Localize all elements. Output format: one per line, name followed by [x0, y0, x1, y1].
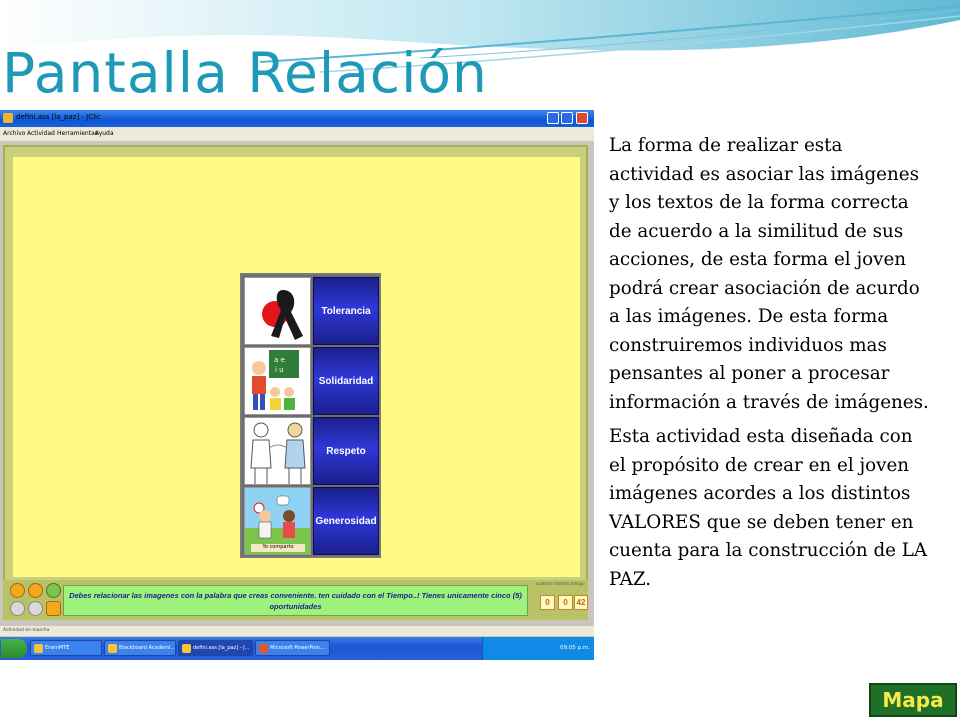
system-tray	[482, 637, 594, 660]
info-icon[interactable]	[28, 601, 43, 616]
taskbar-button-label: Blackboard Academi...	[119, 645, 175, 651]
menu-bar	[0, 127, 594, 141]
status-text: Actividad en marcha	[3, 628, 50, 633]
taskbar-button-label: Microsoft PowerPoin...	[270, 645, 325, 651]
taskbar-button-blackboard[interactable]	[104, 640, 176, 656]
children-chalkboard-image	[245, 348, 311, 415]
word-cell-generosidad[interactable]	[313, 487, 379, 555]
menu-item-ayuda[interactable]: Ayuda	[95, 130, 114, 137]
mapa-button[interactable]: Mapa	[869, 683, 957, 717]
clock: 09:05 p.m.	[560, 645, 590, 651]
counters-label: aciertos intentos tiempo	[536, 581, 585, 586]
jclic-window-screenshot	[0, 110, 594, 660]
slide-body-text	[609, 132, 929, 600]
menu-item-actividad[interactable]: Actividad	[27, 130, 55, 137]
jclic-icon	[182, 644, 191, 653]
people-sketch-image	[245, 418, 311, 485]
word-cell-solidaridad[interactable]	[313, 347, 379, 415]
counter-aciertos: 0	[540, 595, 555, 610]
svg-text:i u: i u	[275, 366, 284, 374]
image-cell-sharing-kids[interactable]	[244, 487, 311, 555]
counter-intentos: 0	[558, 595, 573, 610]
activity-instructions: Debes relacionar las imagenes con la palabra que creas conveniente. ten cuidado con el Tiempo..! Tienes unicamente cinco (5) oportunidades	[63, 585, 528, 616]
restart-icon[interactable]	[46, 583, 61, 598]
jclic-logo-icon[interactable]	[46, 601, 61, 616]
maximize-icon[interactable]	[561, 112, 573, 124]
menu-item-herramientas[interactable]: Herramientas	[57, 130, 98, 137]
association-grid	[240, 273, 381, 558]
image-cell-people-sketch[interactable]	[244, 417, 311, 485]
taskbar-button-label: defini.ass [la_paz] - J...	[193, 645, 250, 651]
taskbar-button-label: ErwinMTE	[45, 645, 70, 651]
taskbar-button-erwinmte[interactable]	[30, 640, 102, 656]
image-cell-children-board[interactable]	[244, 347, 311, 415]
word-label: Solidaridad	[318, 375, 374, 387]
menu-item-archivo[interactable]: Archivo	[3, 130, 26, 137]
activity-stage	[3, 145, 588, 587]
purpose-paragraph: Esta actividad esta diseñada con el propósito de crear en el joven imágenes acordes a los distintos VALORES que se deben tener en cuenta para la construcción de LA PAZ.	[609, 426, 928, 590]
close-icon[interactable]	[576, 112, 588, 124]
word-label: Respeto	[326, 445, 366, 457]
image-caption: Yo comparto	[251, 544, 305, 552]
windows-taskbar	[0, 637, 594, 660]
activity-bottom-bar	[3, 580, 588, 620]
next-activity-icon[interactable]	[28, 583, 43, 598]
counter-tiempo: 42	[574, 595, 588, 610]
word-cell-tolerancia[interactable]	[313, 277, 379, 345]
taskbar-button-powerpoint[interactable]	[255, 640, 330, 656]
activity-board	[13, 157, 580, 577]
prev-activity-icon[interactable]	[10, 583, 25, 598]
browser-icon	[108, 644, 117, 653]
word-label: Tolerancia	[321, 305, 371, 317]
window-title: defini.ass [la_paz] - JClic	[16, 113, 101, 121]
word-cell-respeto[interactable]	[313, 417, 379, 485]
slide-title: Pantalla Relación	[2, 41, 488, 105]
description-paragraph: La forma de realizar esta actividad es asociar las imágenes y los textos de la forma correcta de acuerdo a la similitud de sus acciones, de esta forma el joven podrá crear asociación de acurdo a las imágenes. De esta forma construiremos individuos mas pensantes al poner a procesar información a través de imágenes.	[609, 135, 929, 413]
ribbon-image	[245, 278, 311, 345]
minimize-icon[interactable]	[547, 112, 559, 124]
word-label: Generosidad	[315, 515, 377, 527]
window-titlebar	[0, 110, 594, 127]
start-button[interactable]	[1, 639, 27, 658]
folder-icon	[34, 644, 43, 653]
taskbar-button-jclic[interactable]	[178, 640, 253, 656]
powerpoint-icon	[259, 644, 268, 653]
svg-text:a e: a e	[274, 356, 285, 364]
sound-icon[interactable]	[10, 601, 25, 616]
image-cell-ribbon[interactable]	[244, 277, 311, 345]
jclic-app-icon	[3, 113, 13, 123]
status-bar	[0, 626, 594, 636]
